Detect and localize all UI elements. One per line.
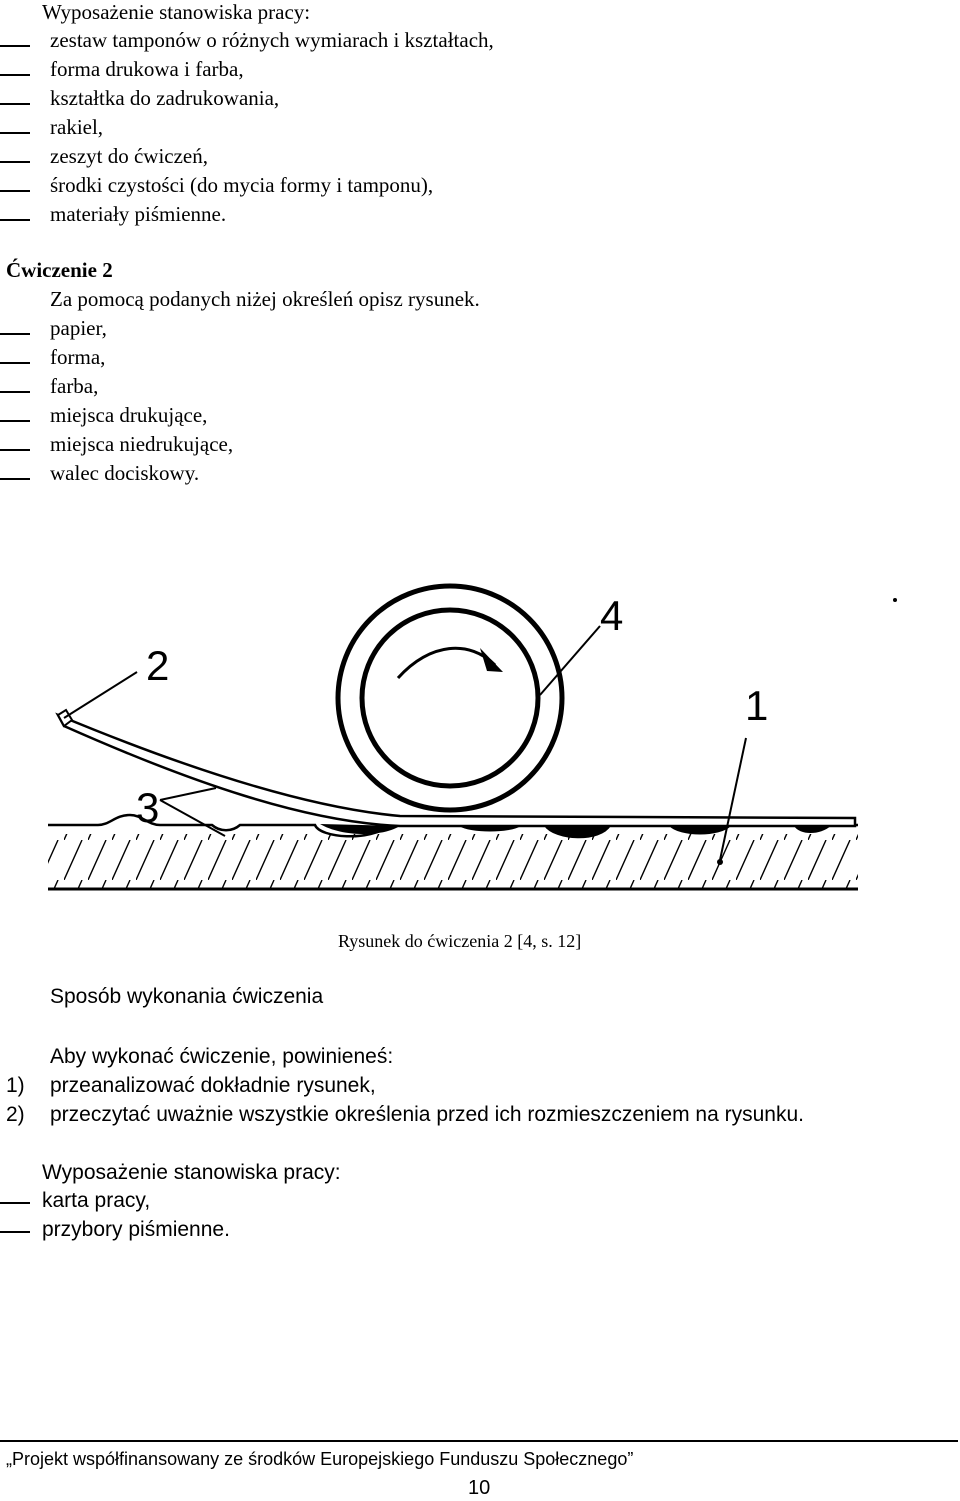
list-dash <box>0 161 30 163</box>
pointer-dot <box>717 859 723 865</box>
list-item: zestaw tamponów o różnych wymiarach i kształtach, <box>50 28 494 52</box>
label-4: 4 <box>600 592 624 639</box>
list-item: materiały piśmienne. <box>50 202 227 226</box>
equipment2-heading: Wyposażenie stanowiska pracy: <box>42 1161 341 1184</box>
list-dash <box>0 45 30 47</box>
step-number: 2) <box>6 1103 25 1126</box>
pressure-roller <box>338 586 562 810</box>
list-item: rakiel, <box>50 115 104 139</box>
term-item: miejsca drukujące, <box>50 403 208 427</box>
term-item: miejsca niedrukujące, <box>50 432 234 456</box>
list-dash <box>0 103 30 105</box>
printing-diagram <box>40 560 940 930</box>
list-dash <box>0 190 30 192</box>
list-dash <box>0 74 30 76</box>
list-dash <box>0 1231 30 1233</box>
list-item: zeszyt do ćwiczeń, <box>50 144 209 168</box>
label-2: 2 <box>146 642 170 689</box>
list-dash <box>0 420 30 422</box>
list-dash <box>0 219 30 221</box>
list-item: forma drukowa i farba, <box>50 57 244 81</box>
footer-rule <box>0 1440 958 1442</box>
list-dash <box>0 333 30 335</box>
exercise-instruction: Za pomocą podanych niżej określeń opisz rysunek. <box>50 287 480 311</box>
term-item: farba, <box>50 374 99 398</box>
label-3: 3 <box>136 784 160 831</box>
term-item: walec dociskowy. <box>50 461 200 485</box>
list-item: kształtka do zadrukowania, <box>50 86 280 110</box>
list-dash <box>0 391 30 393</box>
list-dash <box>0 478 30 480</box>
step-text: przeczytać uważnie wszystkie określenia przed ich rozmieszczeniem na rysunku. <box>50 1103 804 1126</box>
step-number: 1) <box>6 1074 25 1097</box>
list-dash <box>0 132 30 134</box>
figure-caption: Rysunek do ćwiczenia 2 [4, s. 12] <box>338 931 582 951</box>
footer-text: „Projekt współfinansowany ze środków Europejskiego Funduszu Społecznego” <box>6 1449 634 1469</box>
step-text: przeanalizować dokładnie rysunek, <box>50 1074 376 1097</box>
page-number: 10 <box>468 1477 491 1499</box>
list-dash <box>0 449 30 451</box>
form-block <box>48 822 858 889</box>
method-intro: Aby wykonać ćwiczenie, powinieneś: <box>50 1045 394 1068</box>
exercise-title: Ćwiczenie 2 <box>6 258 113 282</box>
speck <box>893 598 897 602</box>
list-item: środki czystości (do mycia formy i tamponu), <box>50 173 434 197</box>
list-dash <box>0 1202 30 1204</box>
term-item: papier, <box>50 316 107 340</box>
list-dash <box>0 362 30 364</box>
label-1: 1 <box>745 682 769 729</box>
list-item: karta pracy, <box>42 1189 151 1212</box>
method-heading: Sposób wykonania ćwiczenia <box>50 985 324 1008</box>
term-item: forma, <box>50 345 106 369</box>
equipment-heading: Wyposażenie stanowiska pracy: <box>42 0 311 24</box>
list-item: przybory piśmienne. <box>42 1218 230 1241</box>
